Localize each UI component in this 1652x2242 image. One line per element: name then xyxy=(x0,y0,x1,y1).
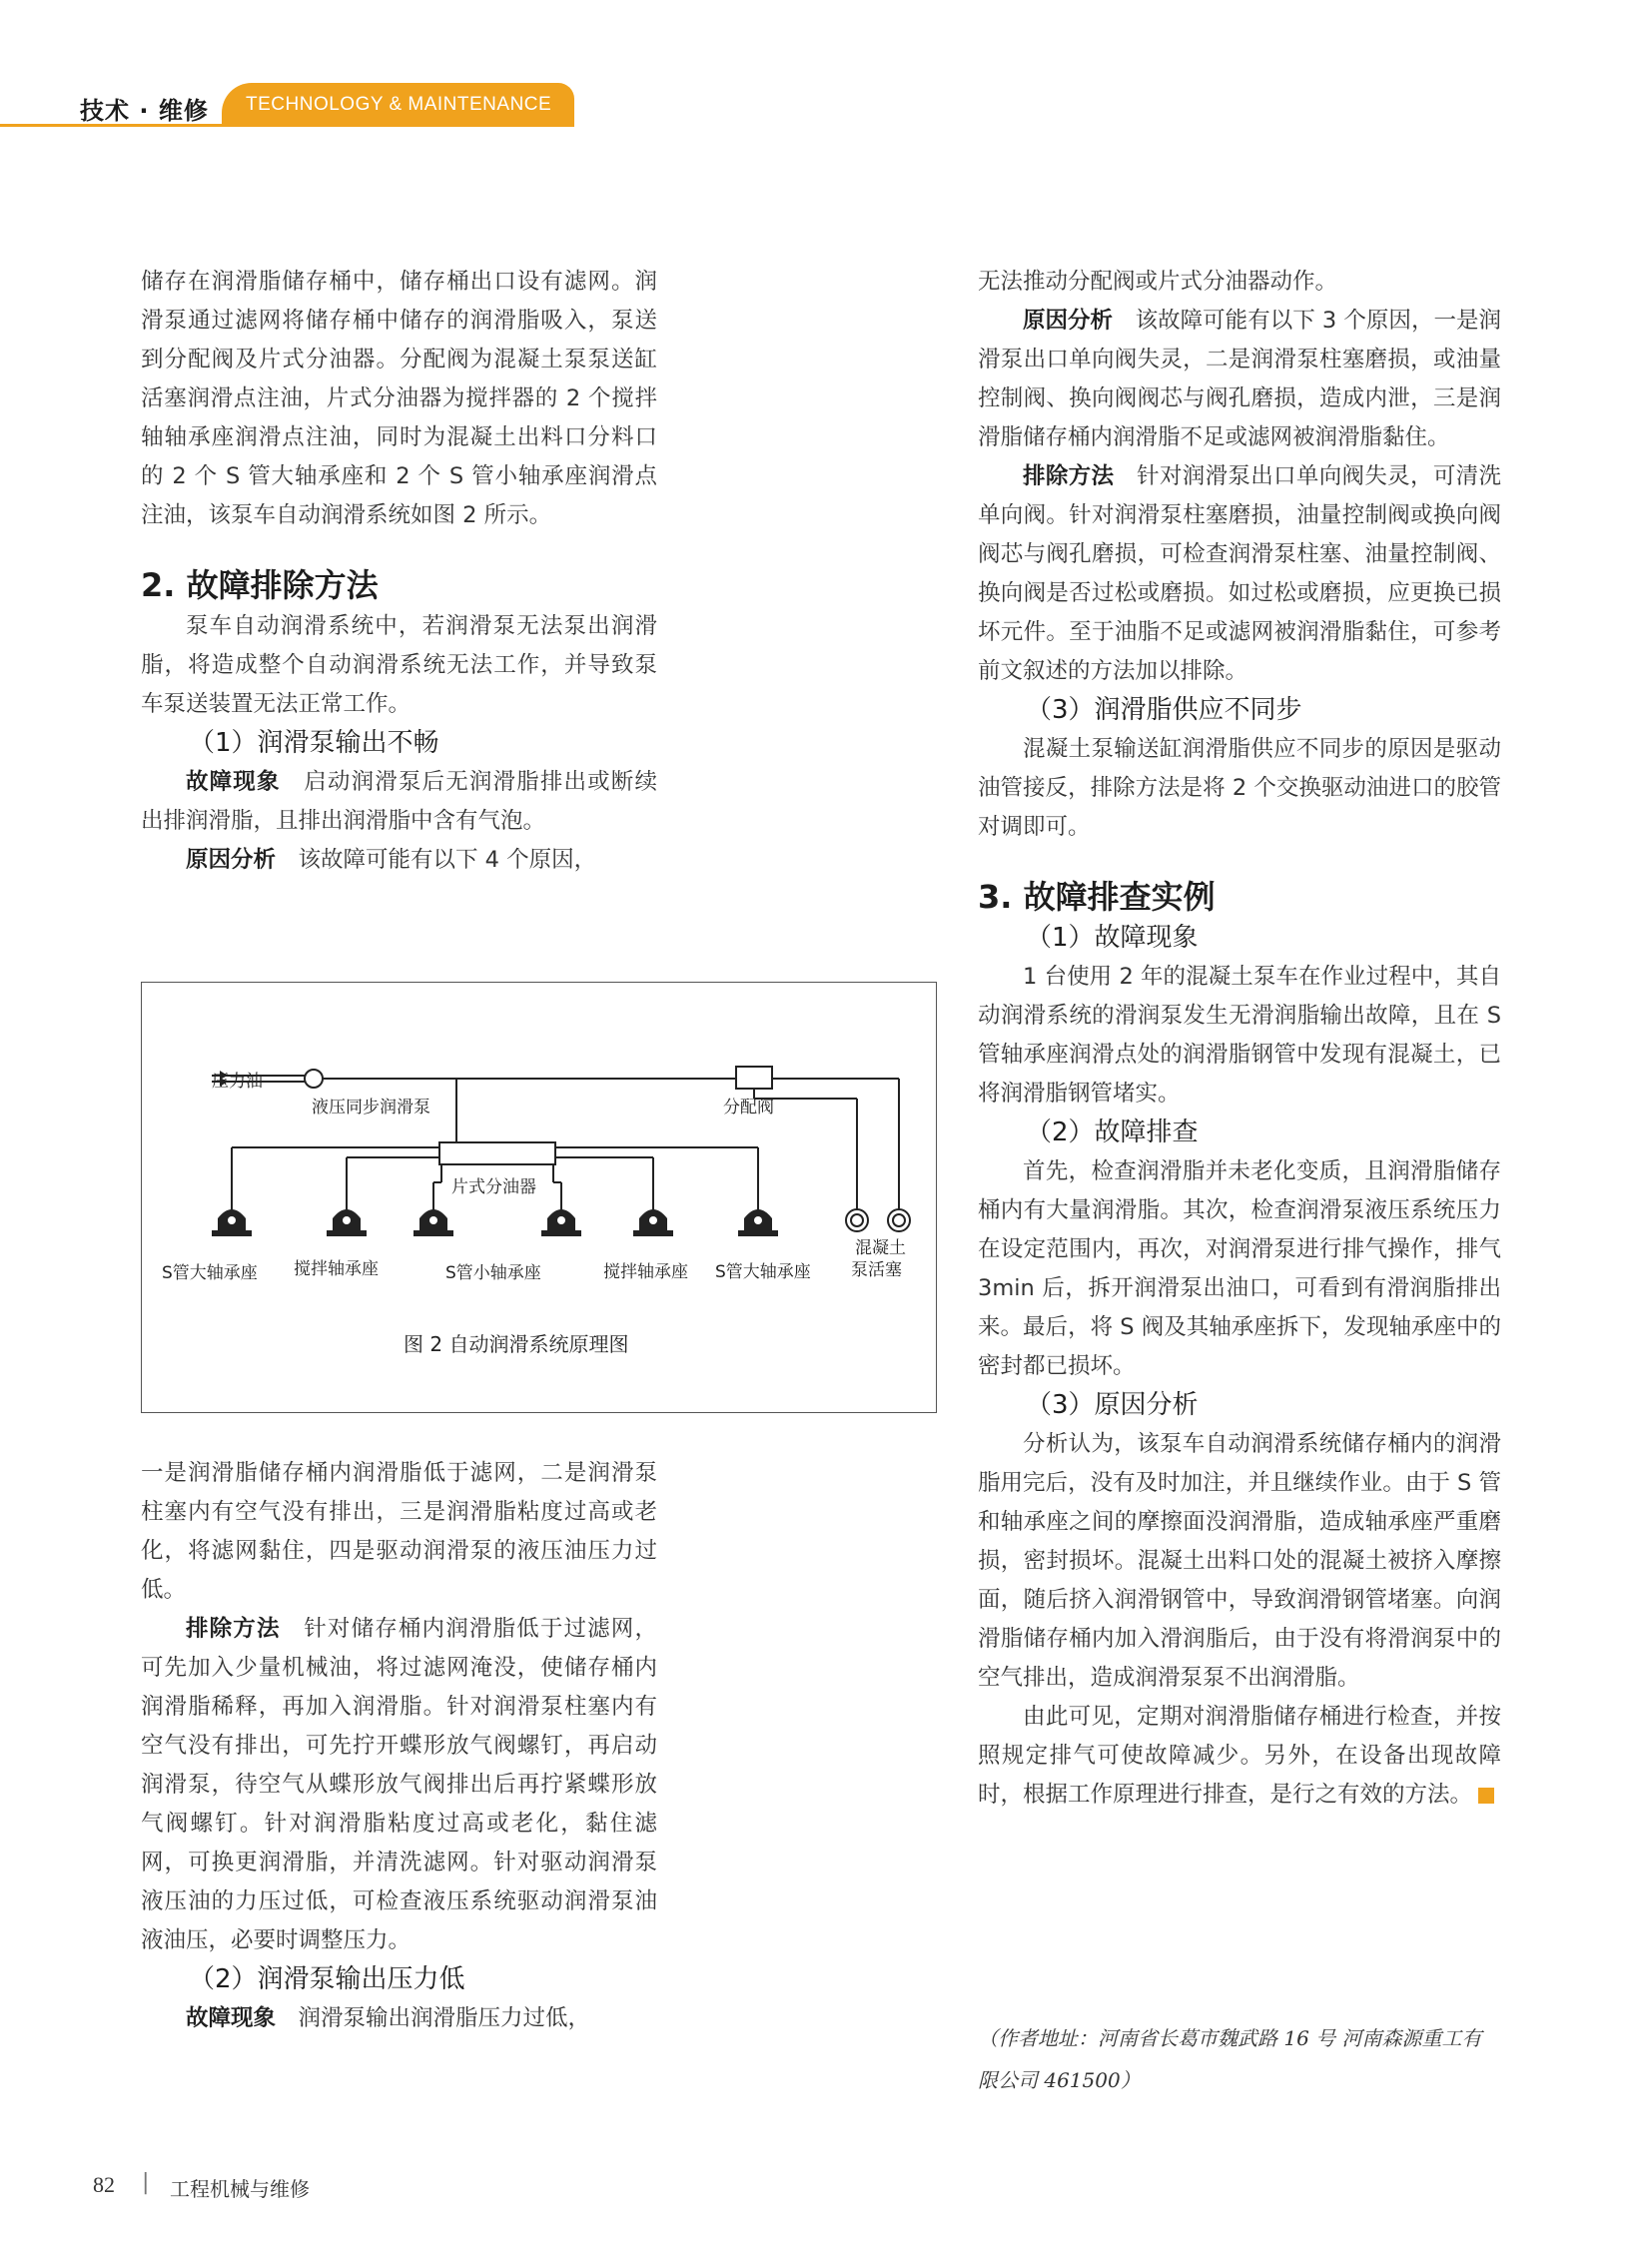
paragraph: 储存在润滑脂储存桶中，储存桶出口设有滤网。润滑泵通过滤网将储存桶中储存的润滑脂吸入，泵送到分配阀及片式分油器。分配阀为混凝土泵泵送缸活塞润滑点注油，片式分油器为搅拌器的 2 个搅拌轴轴承座润滑点注油，同时为混凝土出料口分料口的 2 个 S 管大轴承座和 2 个 S 管小轴承座润滑点注油，该泵车自动润滑系统如图 2 所示。 xyxy=(141,269,657,528)
paragraph-text: 该故障可能有以下 4 个原因， xyxy=(298,847,597,873)
paragraph xyxy=(978,1698,1501,1815)
label-divider: 片式分油器 xyxy=(451,1177,536,1197)
header-title: 技术 · 维修 xyxy=(80,97,209,125)
paragraph: 1 台使用 2 年的混凝土泵车在作业过程中，其自动润滑系统的滑润泵发生无滑润脂输出故障，且在 S 管轴承座润滑点处的润滑脂钢管中发现有混凝土，已将润滑脂钢管堵实。 xyxy=(978,964,1501,1107)
keyword: 排除方法 xyxy=(1023,463,1115,489)
end-mark xyxy=(1478,1788,1494,1804)
label-s-big-bearing-left: S管大轴承座 xyxy=(162,1263,258,1283)
label-s-small-bearing: S管小轴承座 xyxy=(445,1263,541,1283)
keyword: 排除方法 xyxy=(186,1616,281,1642)
left-column-top xyxy=(141,263,657,880)
footer-separator: | xyxy=(142,2170,150,2195)
paragraph xyxy=(141,1610,657,1960)
paragraph-text: 该故障可能有以下 3 个原因，一是润滑泵出口单向阀失灵，二是润滑泵柱塞磨损，或油量控制阀、换向阀阀芯与阀孔磨损，造成内泄，三是润滑脂储存桶内润滑脂不足或滤网被润滑脂黏住。 xyxy=(978,308,1501,450)
subsection-heading: （2）润滑泵输出压力低 xyxy=(189,1964,465,1994)
label-s-big-bearing-right: S管大轴承座 xyxy=(715,1262,811,1282)
label-concrete: 混凝土 xyxy=(855,1238,906,1258)
section-heading: 2. 故障排除方法 xyxy=(141,566,379,604)
subsection-heading: （3）润滑脂供应不同步 xyxy=(1026,695,1302,725)
keyword: 原因分析 xyxy=(1023,308,1114,334)
header-subtitle: TECHNOLOGY & MAINTENANCE xyxy=(246,94,552,115)
label-pressure-oil: 压力油 xyxy=(212,1072,263,1092)
label-pump-piston: 泵活塞 xyxy=(851,1260,902,1280)
paragraph xyxy=(141,1999,657,2038)
keyword: 原因分析 xyxy=(186,847,277,873)
paragraph-text: 针对储存桶内润滑脂低于过滤网，可先加入少量机械油，将过滤网淹没，使储存桶内润滑脂稀释，再加入润滑脂。针对润滑泵柱塞内有空气没有排出，可先拧开蝶形放气阀螺钉，再启动润滑泵，待空气从蝶形放气阀排出后再拧紧蝶形放气阀螺钉。针对润滑脂粘度过高或老化，黏住滤网，可换更润滑脂，并清洗滤网。针对驱动润滑泵液压油的力压过低，可检查液压系统驱动润滑泵油液油压，必要时调整压力。 xyxy=(141,1616,657,1953)
label-mixer-bearing-right: 搅拌轴承座 xyxy=(603,1262,688,1282)
section-heading: 3. 故障排查实例 xyxy=(978,878,1216,916)
paragraph-text: 针对润滑泵出口单向阀失灵，可清洗单向阀。针对润滑泵柱塞磨损，油量控制阀或换向阀阀芯与阀孔磨损，可检查润滑泵柱塞、油量控制阀、换向阀是否过松或磨损。如过松或磨损，应更换已损坏元件。至于油脂不足或滤网被润滑脂黏住，可参考前文叙述的方法加以排除。 xyxy=(978,463,1501,684)
paragraph xyxy=(978,457,1501,691)
paragraph xyxy=(141,763,657,841)
figure-caption: 图 2 自动润滑系统原理图 xyxy=(404,1332,629,1356)
left-column-bottom xyxy=(141,1454,657,2038)
page-number: 82 xyxy=(93,2172,115,2197)
paragraph xyxy=(978,302,1501,457)
label-mixer-bearing-left: 搅拌轴承座 xyxy=(294,1259,379,1279)
subsection-heading: （1）故障现象 xyxy=(1026,923,1199,953)
paragraph xyxy=(141,841,657,880)
keyword: 故障现象 xyxy=(186,769,281,795)
paragraph: 首先，检查润滑脂并未老化变质，且润滑脂储存桶内有大量润滑脂。其次，检查润滑泵液压系统压力在设定范围内，再次，对润滑泵进行排气操作，排气 3min 后，拆开润滑泵出油口，可看到有滑润脂排出来。最后，将 S 阀及其轴承座拆下，发现轴承座中的密封都已损坏。 xyxy=(978,1158,1501,1379)
keyword: 故障现象 xyxy=(186,2005,277,2031)
paragraph: 无法推动分配阀或片式分油器动作。 xyxy=(978,269,1338,295)
paragraph-text: 润滑泵输出润滑脂压力过低， xyxy=(298,2005,591,2031)
paragraph: 泵车自动润滑系统中，若润滑泵无法泵出润滑脂，将造成整个自动润滑系统无法工作，并导致泵车泵送装置无法正常工作。 xyxy=(141,613,657,717)
subsection-heading: （1）润滑泵输出不畅 xyxy=(189,728,439,758)
author-address: （作者地址：河南省长葛市魏武路 16 号 河南森源重工有限公司 461500） xyxy=(978,2026,1482,2092)
paragraph: 混凝土泵输送缸润滑脂供应不同步的原因是驱动油管接反，排除方法是将 2 个交换驱动油进口的胶管对调即可。 xyxy=(978,736,1501,840)
header-section-tab xyxy=(222,83,574,127)
paragraph-text: 由此可见，定期对润滑脂储存桶进行检查，并按照规定排气可使故障减少。另外，在设备出现故障时，根据工作原理进行排查，是行之有效的方法。 xyxy=(978,1704,1501,1808)
paragraph-text: 启动润滑泵后无润滑脂排出或断续出排润滑脂，且排出润滑脂中含有气泡。 xyxy=(141,769,657,834)
paragraph: 分析认为，该泵车自动润滑系统储存桶内的润滑脂用完后，没有及时加注，并且继续作业。由于 S 管和轴承座之间的摩擦面没润滑脂，造成轴承座严重磨损，密封损坏。混凝土出料口处的混凝土被挤入摩擦面，随后挤入润滑钢管中，导致润滑钢管堵塞。向润滑脂储存桶内加入滑润脂后，由于没有将滑润泵中的空气排出，造成润滑泵泵不出润滑脂。 xyxy=(978,1431,1501,1691)
journal-name: 工程机械与维修 xyxy=(170,2177,310,2201)
right-column xyxy=(978,263,1501,1815)
label-pump: 液压同步润滑泵 xyxy=(312,1098,430,1118)
label-distribution-valve: 分配阀 xyxy=(723,1098,774,1118)
paragraph: 一是润滑脂储存桶内润滑脂低于滤网，二是润滑泵柱塞内有空气没有排出，三是润滑脂粘度过高或老化，将滤网黏住，四是驱动润滑泵的液压油压力过低。 xyxy=(141,1460,657,1603)
figure-2 xyxy=(141,982,937,1413)
subsection-heading: （2）故障排查 xyxy=(1026,1118,1199,1147)
subsection-heading: （3）原因分析 xyxy=(1026,1390,1199,1420)
